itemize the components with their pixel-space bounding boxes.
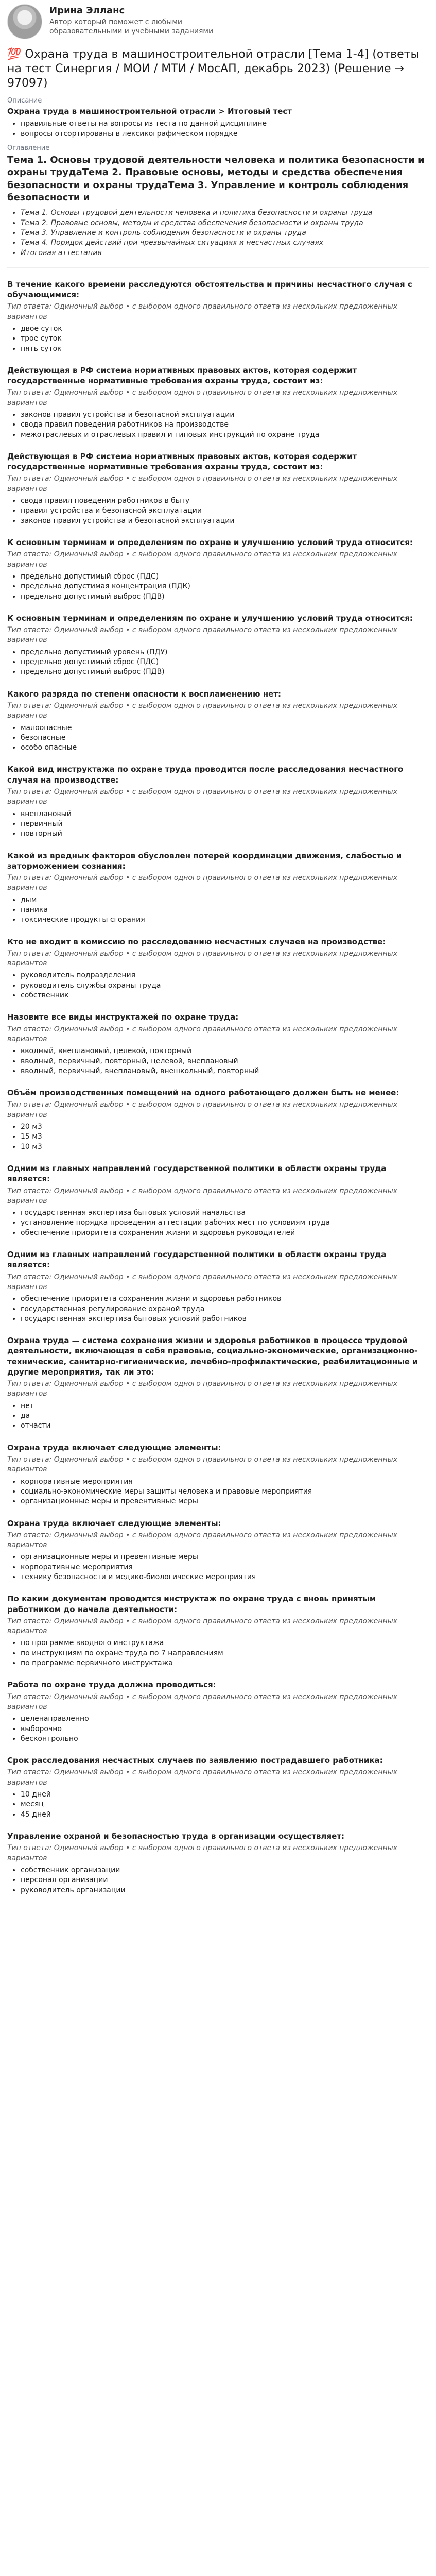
- answer-option: • бесконтрольно: [21, 1734, 429, 1744]
- answer-options: [7, 1714, 429, 1744]
- answer-option: • собственник организации: [21, 1866, 429, 1875]
- author-card: [7, 4, 429, 39]
- answer-option: • внеплановый: [21, 809, 429, 819]
- answer-option: • руководитель организации: [21, 1886, 429, 1895]
- answer-option: • целенаправленно: [21, 1714, 429, 1724]
- outline-label: Оглавление: [7, 144, 50, 152]
- question-text: По каким документам проводится инструктаж по охране труда с вновь принятым работником до начала деятельности:: [7, 1594, 376, 1614]
- answer-option: • 20 м3: [21, 1122, 429, 1132]
- answer-option: • да: [21, 1411, 429, 1421]
- question: [7, 451, 429, 526]
- answer-options: [7, 1208, 429, 1238]
- question: [7, 613, 429, 677]
- answer-option: • токсические продукты сгорания: [21, 915, 429, 925]
- question-type: Тип ответа: Одиночный выбор • с выбором одного правильного ответа из нескольких предложенных вариантов: [7, 787, 397, 806]
- question-type: Тип ответа: Одиночный выбор • с выбором одного правильного ответа из нескольких предложенных вариантов: [7, 388, 397, 407]
- outline-item: • Тема 1. Основы трудовой деятельности человека и политика безопасности и охраны труда: [21, 208, 429, 218]
- answer-option: • свода правил поведения работников в быту: [21, 496, 429, 506]
- description-item: • вопросы отсортированы в лексикографическом порядке: [21, 129, 429, 139]
- answer-option: • руководитель подразделения: [21, 971, 429, 980]
- question-type: Тип ответа: Одиночный выбор • с выбором одного правильного ответа из нескольких предложенных вариантов: [7, 1380, 397, 1398]
- answer-option: • безопасные: [21, 733, 429, 743]
- question-type: Тип ответа: Одиночный выбор • с выбором одного правильного ответа из нескольких предложенных вариантов: [7, 1455, 397, 1474]
- answer-option: • вводный, внеплановый, целевой, повторный: [21, 1046, 429, 1056]
- answer-options: [7, 1638, 429, 1668]
- question: [7, 1518, 429, 1583]
- question-type: Тип ответа: Одиночный выбор • с выбором одного правильного ответа из нескольких предложенных вариантов: [7, 550, 397, 569]
- author-info: [49, 4, 219, 36]
- answer-option: • предельно допустимая концентрация (ПДК): [21, 582, 429, 591]
- answer-option: • 10 м3: [21, 1142, 429, 1152]
- answer-option: • предельно допустимый уровень (ПДУ): [21, 648, 429, 657]
- answer-option: • корпоративные мероприятия: [21, 1477, 429, 1487]
- question-type: Тип ответа: Одиночный выбор • с выбором одного правильного ответа из нескольких предложенных вариантов: [7, 1844, 397, 1862]
- answer-option: • отчасти: [21, 1421, 429, 1431]
- answer-option: • 10 дней: [21, 1790, 429, 1800]
- question-type: Тип ответа: Одиночный выбор • с выбором одного правильного ответа из нескольких предложенных вариантов: [7, 1692, 397, 1711]
- answer-option: • выборочно: [21, 1724, 429, 1734]
- question-type: Тип ответа: Одиночный выбор • с выбором одного правильного ответа из нескольких предложенных вариантов: [7, 1768, 397, 1787]
- question-text: К основным терминам и определениям по охране и улучшению условий труда относится:: [7, 538, 413, 548]
- question: [7, 1831, 429, 1895]
- answer-option: • собственник: [21, 991, 429, 1001]
- answer-option: • обеспечение приоритета сохранения жизни и здоровья работников: [21, 1294, 429, 1304]
- answer-option: • повторный: [21, 829, 429, 839]
- question: [7, 1012, 429, 1076]
- question-text: Действующая в РФ система нормативных правовых актов, которая содержит государственные нормативные требования охраны труда, состоит из:: [7, 451, 357, 472]
- author-name[interactable]: Ирина Элланс: [49, 5, 125, 16]
- answer-options: [7, 895, 429, 925]
- answer-option: • вводный, первичный, повторный, целевой, внеплановый: [21, 1057, 429, 1066]
- question-type: Тип ответа: Одиночный выбор • с выбором одного правильного ответа из нескольких предложенных вариантов: [7, 701, 397, 720]
- answer-option: • первичный: [21, 819, 429, 829]
- question: [7, 279, 429, 354]
- answer-option: • государственная экспертиза бытовых условий работников: [21, 1314, 429, 1324]
- answer-option: • руководитель службы охраны труда: [21, 981, 429, 991]
- answer-option: • двое суток: [21, 324, 429, 334]
- answer-option: • государственная экспертиза бытовых условий начальства: [21, 1208, 429, 1218]
- answer-option: • особо опасные: [21, 743, 429, 753]
- question-text: Охрана труда включает следующие элементы:: [7, 1518, 221, 1528]
- answer-option: • межотраслевых и отраслевых правил и типовых инструкций по охране труда: [21, 430, 429, 440]
- answer-options: [7, 572, 429, 602]
- question: [7, 1443, 429, 1507]
- question: [7, 1755, 429, 1820]
- question-text: Какой вид инструктажа по охране труда проводится после расследования несчастного случая на производстве:: [7, 765, 404, 785]
- question: [7, 1088, 429, 1152]
- answer-option: • организационные меры и превентивные меры: [21, 1497, 429, 1506]
- outline-item: • Тема 4. Порядок действий при чрезвычайных ситуациях и несчастных случаях: [21, 238, 429, 248]
- answer-option: • предельно допустимый выброс (ПДВ): [21, 667, 429, 677]
- outline-item: • Тема 2. Правовые основы, методы и средства обеспечения безопасности и охраны труда: [21, 218, 429, 228]
- answer-option: • технику безопасности и медико-биологические мероприятия: [21, 1572, 429, 1582]
- description-list: [7, 119, 429, 139]
- question: [7, 1249, 429, 1324]
- outline-list: [7, 208, 429, 258]
- question-type: Тип ответа: Одиночный выбор • с выбором одного правильного ответа из нескольких предложенных вариантов: [7, 474, 397, 493]
- question-type: Тип ответа: Одиночный выбор • с выбором одного правильного ответа из нескольких предложенных вариантов: [7, 874, 397, 892]
- question-text: Управление охраной и безопасностью труда в организации осуществляет:: [7, 1832, 345, 1841]
- answer-option: • 15 м3: [21, 1132, 429, 1142]
- question-text: Объём производственных помещений на одного работающего должен быть не менее:: [7, 1088, 399, 1098]
- question-text: Кто не входит в комиссию по расследованию несчастных случаев на производстве:: [7, 937, 386, 946]
- answer-option: • по программе вводного инструктажа: [21, 1638, 429, 1648]
- answer-option: • организационные меры и превентивные меры: [21, 1552, 429, 1562]
- avatar[interactable]: [7, 4, 42, 39]
- question-text: Срок расследования несчастных случаев по заявлению пострадавшего работника:: [7, 1756, 383, 1766]
- answer-option: • персонал организации: [21, 1875, 429, 1885]
- answer-options: [7, 1477, 429, 1507]
- answer-option: • паника: [21, 905, 429, 915]
- answer-option: • трое суток: [21, 334, 429, 344]
- answer-option: • правил устройства и безопасной эксплуатации: [21, 506, 429, 516]
- question-text: Охрана труда включает следующие элементы:: [7, 1443, 221, 1452]
- answer-option: • предельно допустимый сброс (ПДС): [21, 572, 429, 582]
- question-text: Охрана труда — система сохранения жизни и здоровья работников в процессе трудовой деятельности, включающая в себя правовые, социально-экономические, организационно-технические, санитарно-гигиенические, лечебно-профилактические, реабилитационные и другие мероприятия, так ли это:: [7, 1336, 418, 1377]
- question: [7, 1163, 429, 1238]
- answer-options: [7, 723, 429, 753]
- question: [7, 689, 429, 753]
- description-heading: Охрана труда в машиностроительной отрасли > Итоговый тест: [7, 107, 292, 116]
- question-type: Тип ответа: Одиночный выбор • с выбором одного правильного ответа из нескольких предложенных вариантов: [7, 1273, 397, 1291]
- answer-option: • законов правил устройства и безопасной эксплуатации: [21, 516, 429, 526]
- question-text: В течение какого времени расследуются обстоятельства и причины несчастного случая с обучающимися:: [7, 279, 412, 300]
- answer-options: [7, 410, 429, 440]
- question: [7, 1335, 429, 1431]
- question-type: Тип ответа: Одиночный выбор • с выбором одного правильного ответа из нескольких предложенных вариантов: [7, 302, 397, 321]
- answer-option: • законов правил устройства и безопасной эксплуатации: [21, 410, 429, 420]
- question-text: Действующая в РФ система нормативных правовых актов, которая содержит государственные нормативные требования охраны труда, состоит из:: [7, 365, 357, 386]
- question-text: Работа по охране труда должна проводиться:: [7, 1680, 216, 1690]
- answer-option: • обеспечение приоритета сохранения жизни и здоровья руководителей: [21, 1228, 429, 1238]
- question-type: Тип ответа: Одиночный выбор • с выбором одного правильного ответа из нескольких предложенных вариантов: [7, 1025, 397, 1043]
- answer-option: • предельно допустимый сброс (ПДС): [21, 657, 429, 667]
- divider: [7, 267, 429, 268]
- answer-option: • малоопасные: [21, 723, 429, 733]
- question: [7, 365, 429, 440]
- description-item: • правильные ответы на вопросы из теста по данной дисциплине: [21, 119, 429, 129]
- answer-option: • 45 дней: [21, 1810, 429, 1820]
- question: [7, 537, 429, 602]
- answer-option: • вводный, первичный, внеплановый, внешкольный, повторный: [21, 1066, 429, 1076]
- outline-item: • Итоговая аттестация: [21, 248, 429, 258]
- answer-options: [7, 1122, 429, 1152]
- question-text: Одним из главных направлений государственной политики в области охраны труда является:: [7, 1164, 387, 1184]
- answer-option: • социально-экономические меры защиты человека и правовые мероприятия: [21, 1487, 429, 1497]
- question-type: Тип ответа: Одиночный выбор • с выбором одного правильного ответа из нескольких предложенных вариантов: [7, 949, 397, 968]
- description-label: Описание: [7, 97, 42, 105]
- answer-options: [7, 1294, 429, 1324]
- answer-options: [7, 324, 429, 354]
- question-text: Какой из вредных факторов обусловлен потерей координации движения, слабостью и заторможением сознания:: [7, 851, 402, 871]
- answer-option: • государственная регулирование охраной труда: [21, 1304, 429, 1314]
- outline-item: • Тема 3. Управление и контроль соблюдения безопасности и охраны труда: [21, 228, 429, 238]
- question-type: Тип ответа: Одиночный выбор • с выбором одного правильного ответа из нескольких предложенных вариантов: [7, 1187, 397, 1205]
- question-type: Тип ответа: Одиночный выбор • с выбором одного правильного ответа из нескольких предложенных вариантов: [7, 626, 397, 645]
- outline-heading: Тема 1. Основы трудовой деятельности человека и политика безопасности и охраны трудаТема 2. Правовые основы, методы и средства обеспечения безопасности и охраны трудаТема 3. Управление и контроль соблюдения безопасности и: [7, 155, 425, 203]
- answer-option: • пять суток: [21, 344, 429, 354]
- answer-options: [7, 1401, 429, 1431]
- question: [7, 851, 429, 925]
- question-text: К основным терминам и определениям по охране и улучшению условий труда относится:: [7, 613, 413, 623]
- answer-option: • корпоративные мероприятия: [21, 1563, 429, 1572]
- answer-option: • по инструкциям по охране труда по 7 направлениям: [21, 1649, 429, 1658]
- question: [7, 764, 429, 839]
- answer-option: • свода правил поведения работников на производстве: [21, 420, 429, 430]
- answer-option: • установление порядка проведения аттестации рабочих мест по условиям труда: [21, 1218, 429, 1228]
- answer-option: • дым: [21, 895, 429, 905]
- questions-list: [7, 279, 429, 1895]
- answer-options: [7, 971, 429, 1001]
- answer-option: • месяц: [21, 1800, 429, 1809]
- answer-options: [7, 648, 429, 677]
- answer-options: [7, 496, 429, 526]
- question: [7, 1680, 429, 1744]
- question: [7, 937, 429, 1001]
- answer-option: • по программе первичного инструктажа: [21, 1658, 429, 1668]
- question-type: Тип ответа: Одиночный выбор • с выбором одного правильного ответа из нескольких предложенных вариантов: [7, 1100, 397, 1119]
- answer-options: [7, 1552, 429, 1582]
- question: [7, 1594, 429, 1668]
- question-text: Какого разряда по степени опасности к воспламенению нет:: [7, 689, 282, 699]
- answer-options: [7, 809, 429, 839]
- question-type: Тип ответа: Одиночный выбор • с выбором одного правильного ответа из нескольких предложенных вариантов: [7, 1531, 397, 1550]
- answer-options: [7, 1790, 429, 1820]
- answer-options: [7, 1046, 429, 1076]
- question-type: Тип ответа: Одиночный выбор • с выбором одного правильного ответа из нескольких предложенных вариантов: [7, 1617, 397, 1636]
- answer-options: [7, 1866, 429, 1895]
- author-description: Автор который поможет с любыми образовательными и учебными заданиями: [49, 18, 214, 36]
- question-text: Назовите все виды инструктажей по охране труда:: [7, 1012, 239, 1022]
- answer-option: • предельно допустимый выброс (ПДВ): [21, 592, 429, 602]
- answer-option: • нет: [21, 1401, 429, 1411]
- page-title: 💯 Охрана труда в машиностроительной отрасли [Тема 1-4] (ответы на тест Синергия / МОИ / МТИ / МосАП, декабрь 2023) (Решение → 97097): [7, 48, 420, 90]
- question-text: Одним из главных направлений государственной политики в области охраны труда является:: [7, 1250, 387, 1270]
